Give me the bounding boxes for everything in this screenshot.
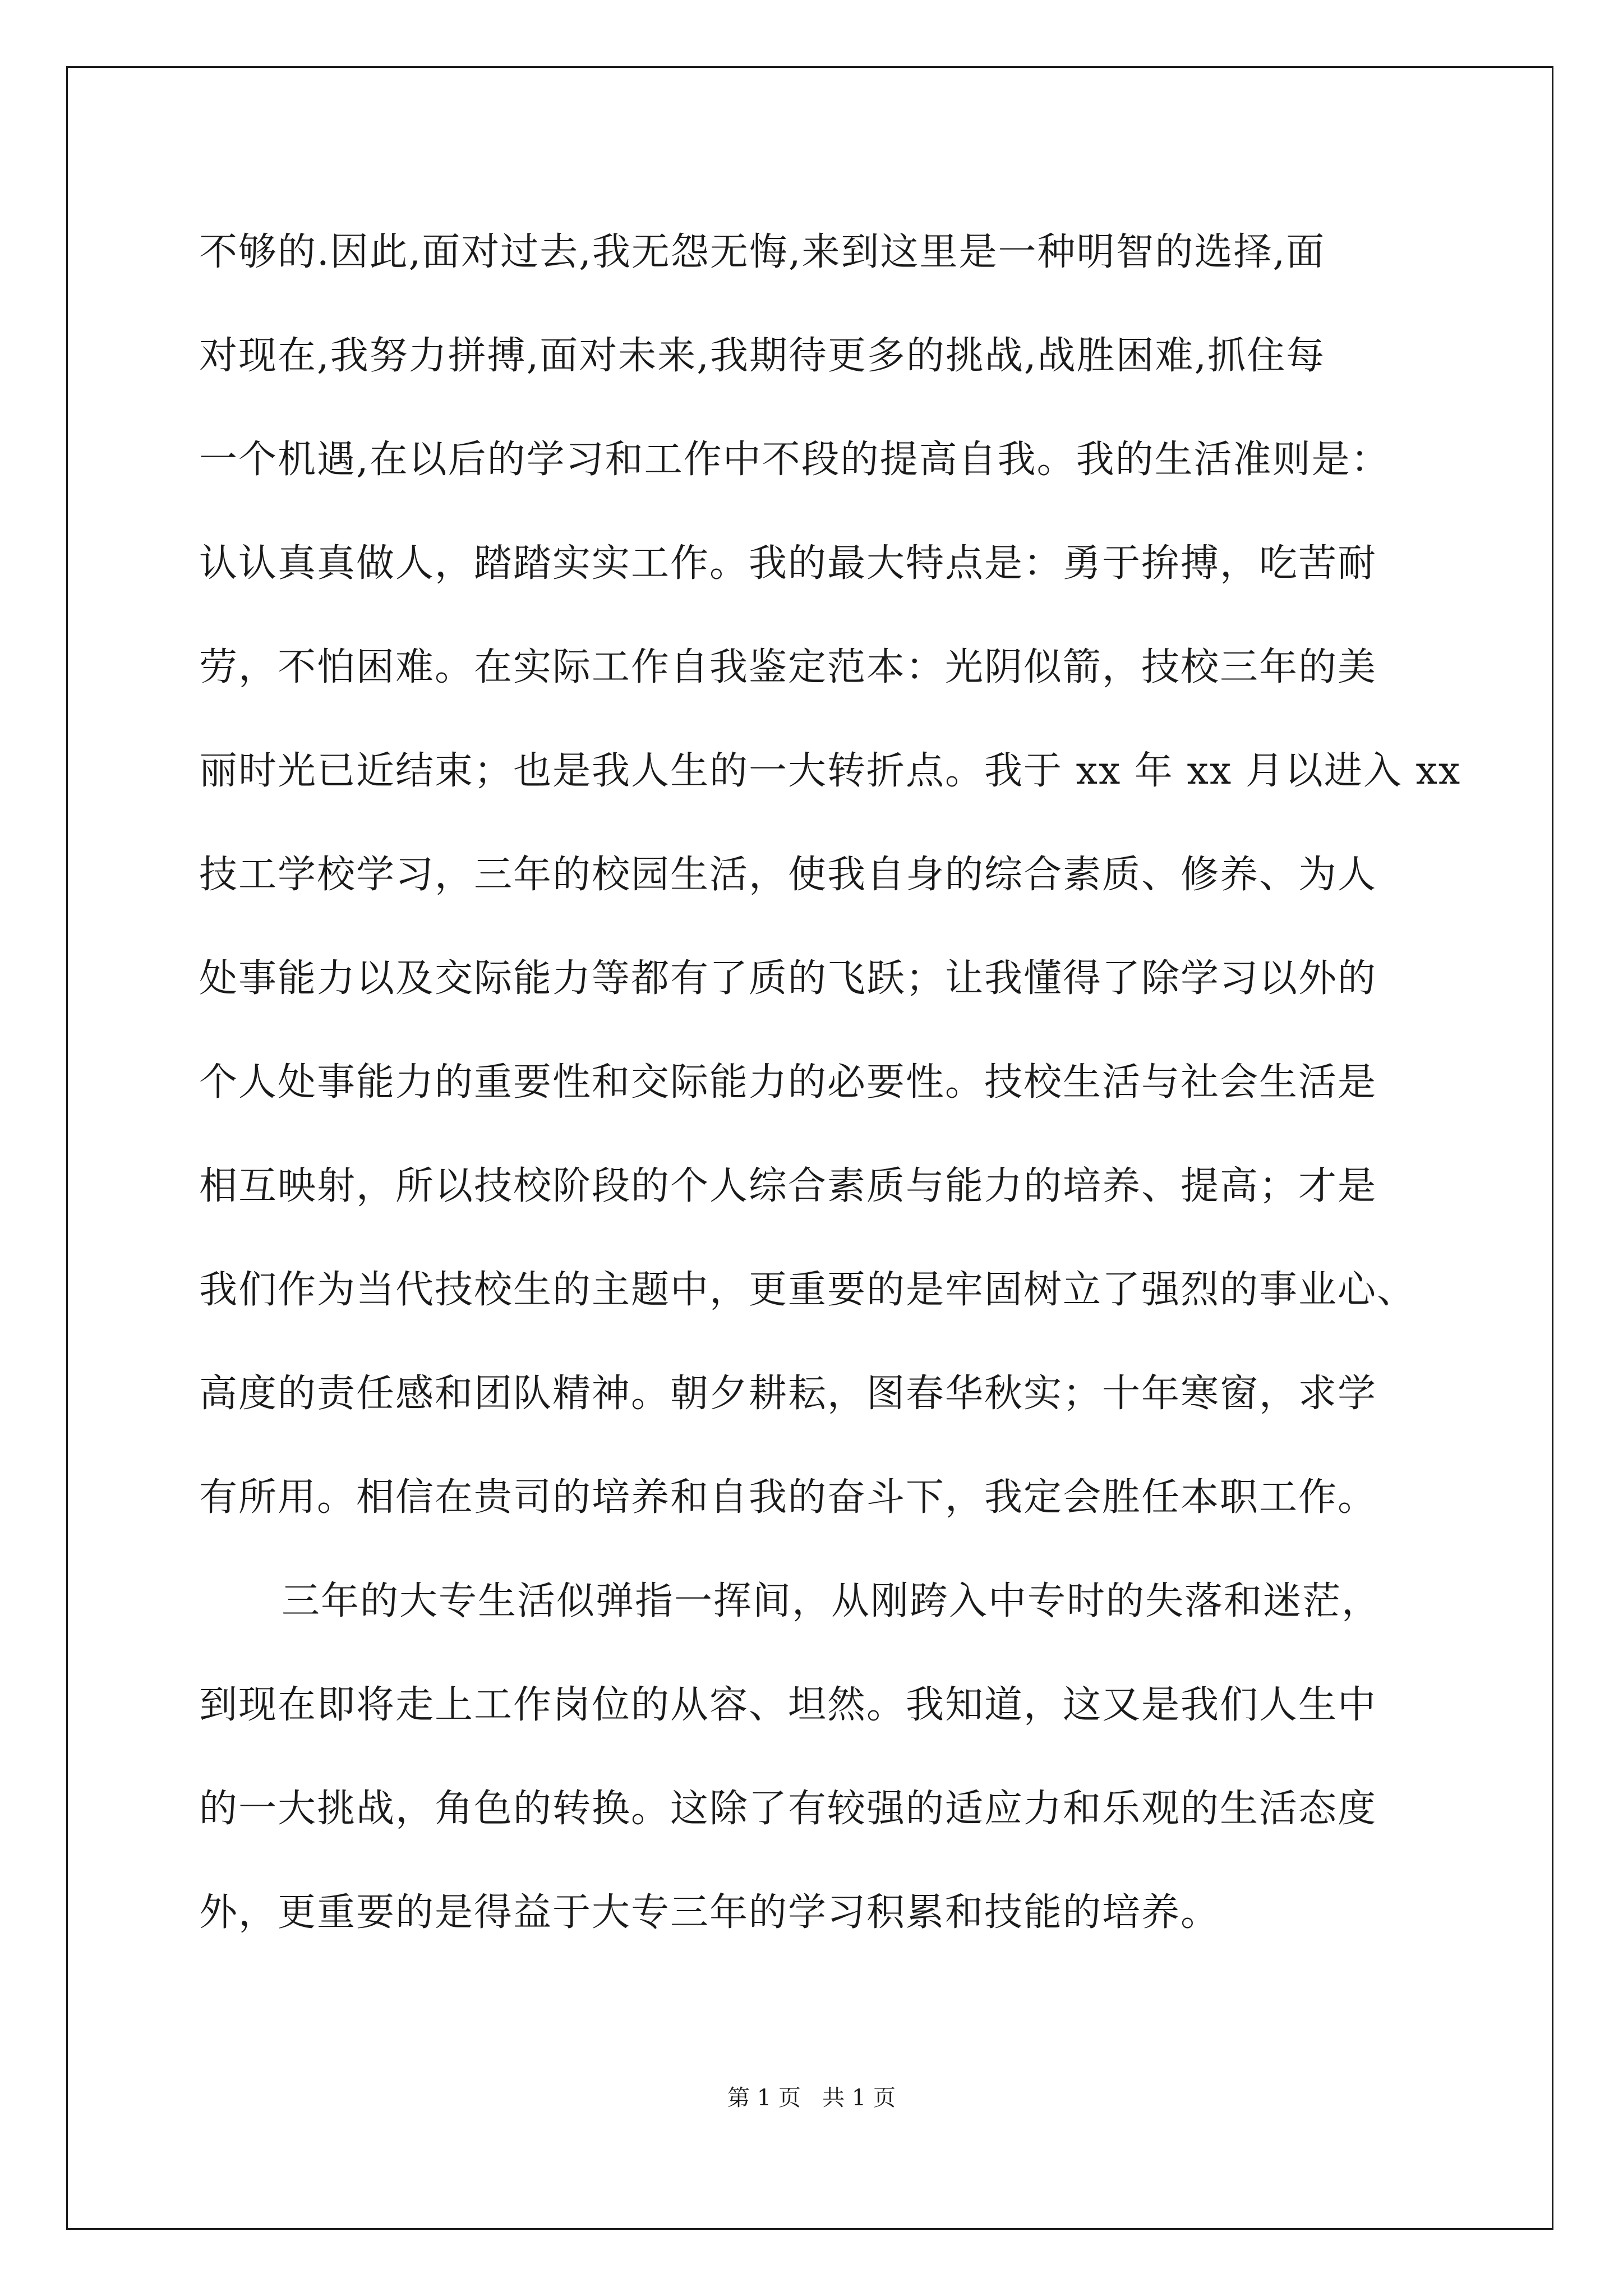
text-line: 的一大挑战，角色的转换。这除了有较强的适应力和乐观的生活态度 [199,1787,1377,1831]
text-line: 丽时光已近结束；也是我人生的一大转折点。我于 xx 年 xx 月以进入 xx [199,749,1461,793]
text-line: 相互映射，所以技校阶段的个人综合素质与能力的培养、提高；才是 [199,1164,1377,1208]
text-line: 处事能力以及交际能力等都有了质的飞跃；让我懂得了除学习以外的 [199,956,1377,1001]
text-line: 有所用。相信在贵司的培养和自我的奋斗下，我定会胜任本职工作。 [199,1475,1377,1520]
text-line: 到现在即将走上工作岗位的从容、坦然。我知道，这又是我们人生中 [199,1683,1377,1727]
text-line: 技工学校学习，三年的校园生活，使我自身的综合素质、修养、为人 [199,853,1377,897]
page-number-footer: 第 1 页 共 1 页 [727,2085,896,2111]
text-line: 我们作为当代技校生的主题中，更重要的是牢固树立了强烈的事业心、 [199,1268,1417,1312]
text-line: 个人处事能力的重要性和交际能力的必要性。技校生活与社会生活是 [199,1060,1377,1105]
text-line: 外，更重要的是得益于大专三年的学习积累和技能的培养。 [199,1890,1220,1935]
paragraph-first-line: 三年的大专生活似弹指一挥间，从刚跨入中专时的失落和迷茫， [282,1579,1381,1623]
text-line: 认认真真做人，踏踏实实工作。我的最大特点是：勇于拚搏，吃苦耐 [199,541,1377,586]
text-line: 不够的.因此,面对过去,我无怨无悔,来到这里是一种明智的选择,面 [199,230,1326,274]
text-line: 对现在,我努力拼搏,面对未来,我期待更多的挑战,战胜困难,抓住每 [199,334,1326,378]
text-line: 一个机遇,在以后的学习和工作中不段的提高自我。我的生活准则是： [199,438,1390,482]
text-line: 劳，不怕困难。在实际工作自我鉴定范本：光阴似箭，技校三年的美 [199,645,1377,689]
text-line: 高度的责任感和团队精神。朝夕耕耘，图春华秋实；十年寒窗，求学 [199,1372,1377,1416]
